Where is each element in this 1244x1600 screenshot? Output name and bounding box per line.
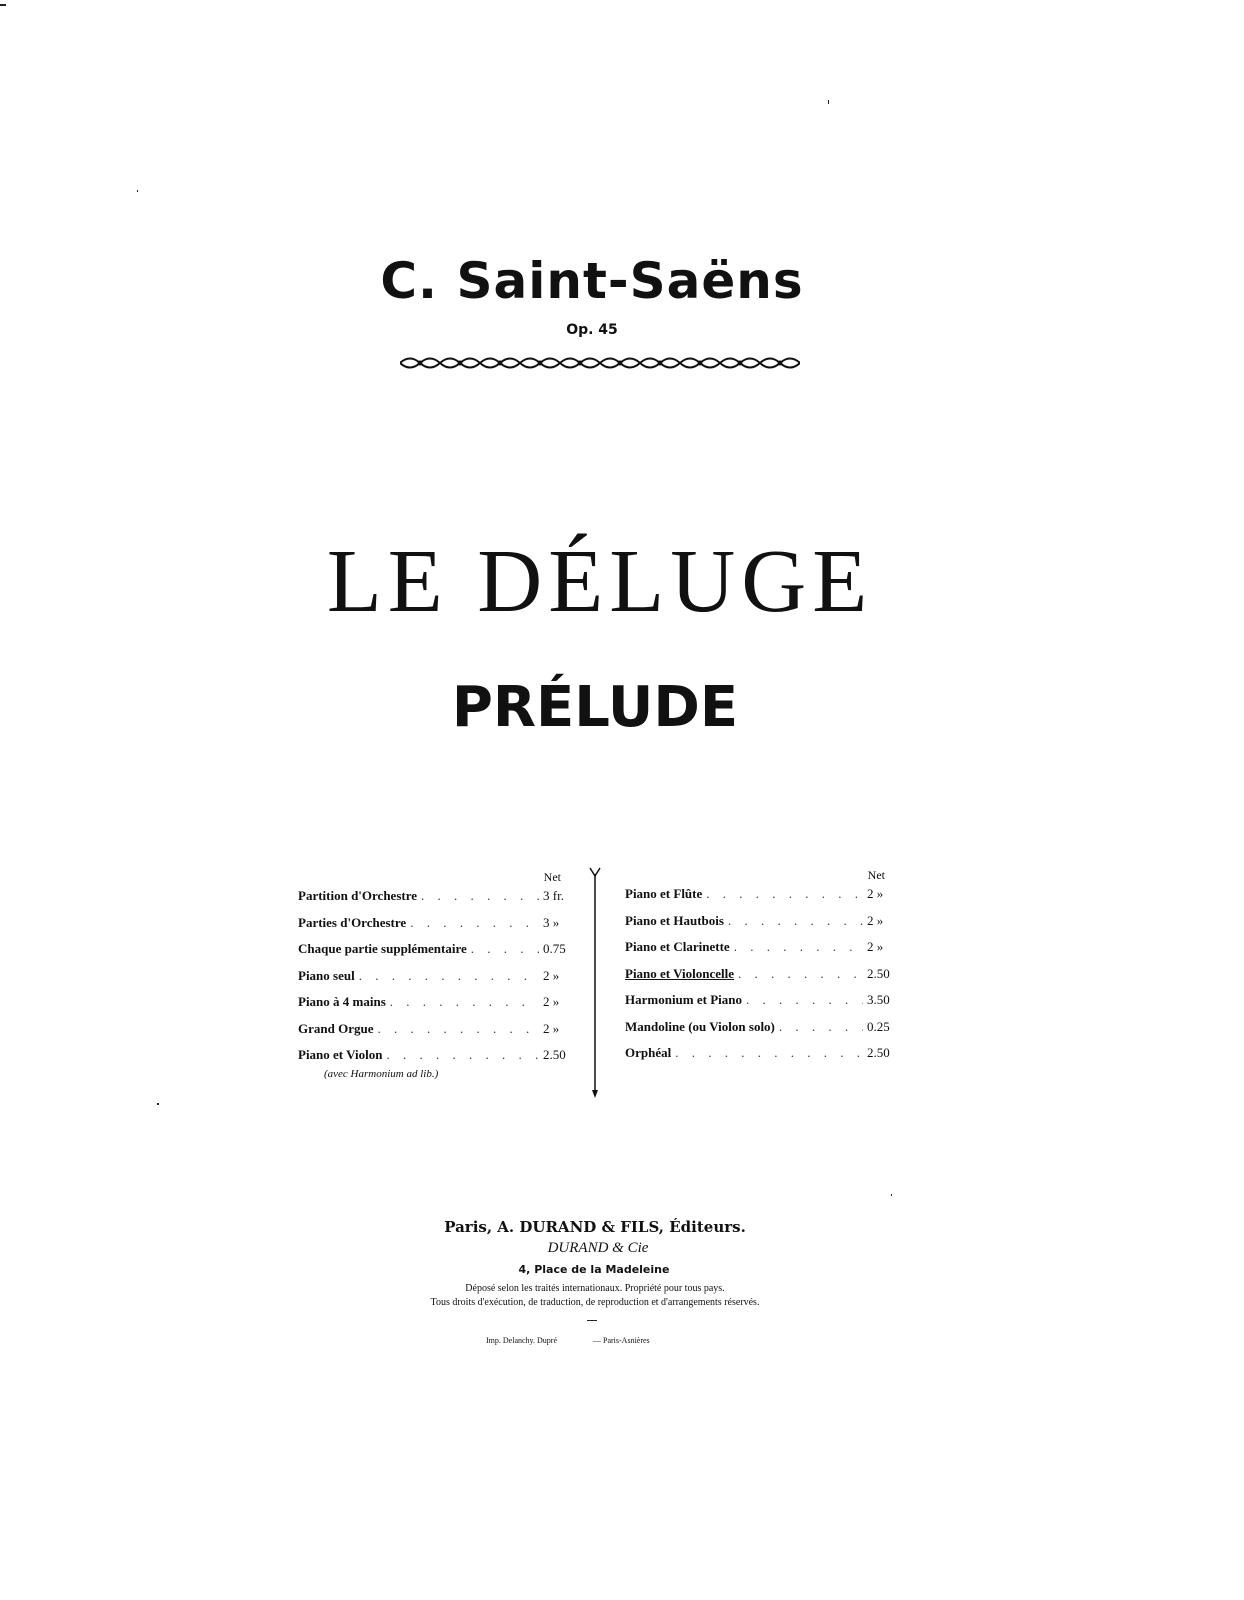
price-row <box>625 913 897 940</box>
edition-price: 2 » <box>543 994 560 1009</box>
edition-price: 0.75 <box>543 941 566 956</box>
publisher-name: Paris, A. DURAND & FILS, Éditeurs. <box>444 1218 746 1236</box>
edition-name: Piano et Flûte <box>625 886 703 901</box>
net-header: Net <box>543 870 561 884</box>
price-row <box>298 915 573 942</box>
edition-name: Harmonium et Piano <box>625 992 742 1007</box>
work-title: LE DÉLUGE <box>326 532 874 631</box>
price-row <box>625 886 897 913</box>
price-row <box>298 968 573 995</box>
edition-name: Parties d'Orchestre <box>298 914 407 930</box>
edition-price: 2.50 <box>867 1045 890 1060</box>
edition-price: 2 » <box>867 886 884 901</box>
ornament-border <box>400 352 800 374</box>
edition-price: 2 » <box>867 912 884 928</box>
legal-notice-2: Tous droits d'exécution, de traduction, de reproduction et d'arrangements réservés. <box>430 1297 760 1308</box>
edition-name: Piano et Hautbois <box>625 912 724 928</box>
price-list-right <box>625 868 897 1072</box>
price-row <box>625 1045 897 1072</box>
edition-price: 2 » <box>543 1020 560 1036</box>
price-list-left <box>298 870 573 1080</box>
edition-name: Partition d'Orchestre <box>298 888 418 903</box>
price-row <box>298 941 573 968</box>
separator-rule <box>587 1320 597 1321</box>
edition-name: Piano à 4 mains <box>298 994 386 1009</box>
edition-price: 3.50 <box>867 992 890 1007</box>
edition-price: 2.50 <box>543 1047 566 1062</box>
legal-notice-1: Déposé selon les traités internationaux. Propriété pour tous pays. <box>465 1283 725 1294</box>
edition-name: Piano et Violoncelle <box>625 965 735 981</box>
edition-price: 2.50 <box>867 965 890 981</box>
column-divider <box>588 866 602 1100</box>
edition-name: Grand Orgue <box>298 1020 374 1036</box>
price-row <box>298 994 573 1021</box>
printer-line <box>486 1336 746 1345</box>
edition-name: Piano et Clarinette <box>625 939 730 954</box>
opus-number: Op. 45 <box>566 322 618 338</box>
price-row <box>625 992 897 1019</box>
price-row <box>298 888 573 915</box>
edition-name: Piano et Violon <box>298 1047 383 1062</box>
price-row <box>625 966 897 993</box>
edition-price: 0.25 <box>867 1018 890 1034</box>
price-row <box>625 939 897 966</box>
edition-name: Mandoline (ou Violon solo) <box>625 1018 775 1034</box>
harmonium-note: (avec Harmonium ad lib.) <box>324 1067 439 1080</box>
price-row <box>298 1021 573 1048</box>
publisher-successor: DURAND & Cie <box>547 1240 649 1256</box>
printer-location: — Paris-Asnières <box>593 1336 650 1345</box>
price-row <box>625 1019 897 1046</box>
edition-price: 2 » <box>867 939 884 954</box>
edition-price: 3 fr. <box>543 888 564 903</box>
printer-name: Imp. Delanchy. Dupré <box>486 1336 558 1345</box>
edition-price: 2 » <box>543 967 560 983</box>
edition-name: Chaque partie supplémentaire <box>298 941 467 956</box>
work-subtitle: PRÉLUDE <box>451 675 739 740</box>
net-header: Net <box>867 868 885 882</box>
edition-price: 3 » <box>543 914 560 930</box>
publisher-address: 4, Place de la Madeleine <box>518 1263 670 1276</box>
edition-name: Piano seul <box>298 967 355 983</box>
composer-name: C. Saint-Saëns <box>380 252 804 310</box>
edition-name: Orphéal <box>625 1045 672 1060</box>
